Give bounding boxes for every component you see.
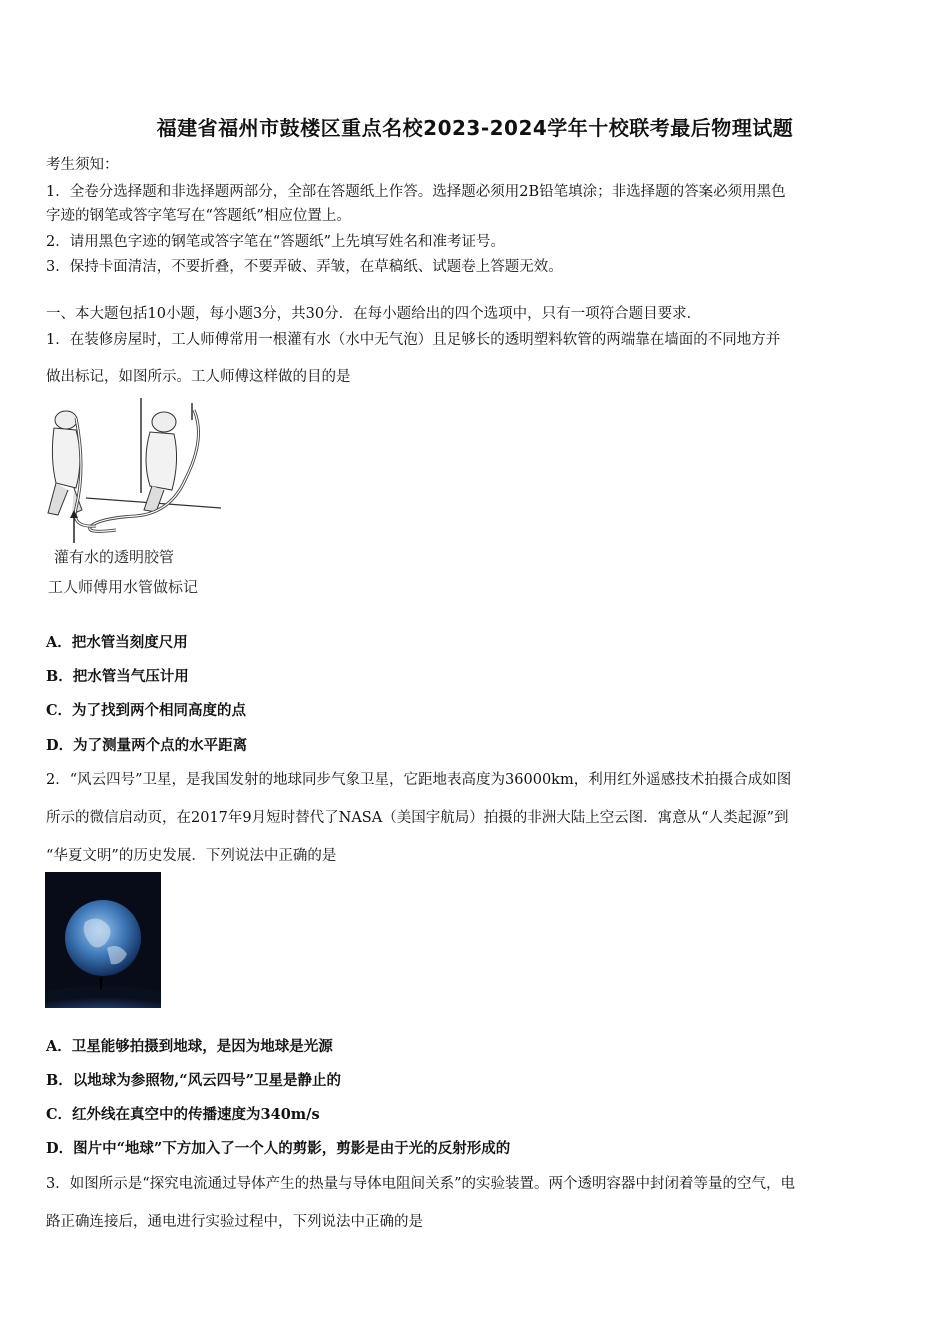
q1-option-a: A．把水管当刻度尺用	[46, 634, 188, 651]
q1-stem-line1: 1．在装修房屋时，工人师傅常用一根灌有水（水中无气泡）且足够长的透明塑料软管的两端靠在墙面的不同地方并	[46, 332, 781, 348]
q2-stem-line3: “华夏文明”的历史发展．下列说法中正确的是	[46, 848, 337, 864]
q1-option-d: D．为了测量两个点的水平距离	[46, 737, 248, 754]
q1-figure	[46, 398, 226, 598]
q1-figure-caption-tube: 灌有水的透明胶管	[54, 548, 175, 566]
q2-stem-line2: 所示的微信启动页，在2017年9月短时替代了NASA（美国宇航局）拍摄的非洲大陆上空云图．寓意从“人类起源”到	[46, 810, 789, 826]
notice-heading: 考生须知：	[46, 157, 119, 173]
q3-stem-line1: 3．如图所示是“探究电流通过导体产生的热量与导体电阻间关系”的实验装置。两个透明容器中封闭着等量的空气，电	[46, 1176, 796, 1192]
section-heading: 一、本大题包括10小题，每小题3分，共30分．在每小题给出的四个选项中，只有一项符合题目要求．	[46, 306, 702, 322]
q3-stem-line2: 路正确连接后，通电进行实验过程中，下列说法中正确的是	[46, 1214, 423, 1230]
q1-figure-caption-title: 工人师傅用水管做标记	[48, 578, 199, 596]
q2-earth-image	[45, 872, 161, 1008]
notice-item-3: 3．保持卡面清洁，不要折叠，不要弄破、弄皱，在草稿纸、试题卷上答题无效。	[46, 259, 563, 275]
q2-stem-line1: 2．“风云四号”卫星，是我国发射的地球同步气象卫星，它距地表高度为36000km，利用红外遥感技术拍摄合成如图	[46, 772, 792, 788]
q1-option-b: B．把水管当气压计用	[46, 668, 189, 685]
notice-item-1-line2: 字迹的钢笔或答字笔写在“答题纸”相应位置上。	[46, 208, 351, 224]
q1-option-c: C．为了找到两个相同高度的点	[46, 702, 247, 719]
q2-option-a: A．卫星能够拍摄到地球，是因为地球是光源	[46, 1038, 333, 1055]
workers-tube-illustration	[46, 398, 226, 548]
q2-option-c: C．红外线在真空中的传播速度为340m/s	[46, 1106, 320, 1123]
page-title: 福建省福州市鼓楼区重点名校2023-2024学年十校联考最后物理试题	[156, 116, 794, 140]
notice-item-2: 2．请用黑色字迹的钢笔或答字笔在“答题纸”上先填写姓名和准考证号。	[46, 234, 506, 250]
q1-stem-line2: 做出标记，如图所示。工人师傅这样做的目的是	[46, 369, 351, 385]
notice-item-1-line1: 1．全卷分选择题和非选择题两部分，全部在答题纸上作答。选择题必须用2B铅笔填涂；非选择题的答案必须用黑色	[46, 184, 786, 200]
q2-option-b: B．以地球为参照物,“风云四号”卫星是静止的	[46, 1072, 341, 1089]
earth-illustration	[45, 872, 161, 1008]
q2-option-d: D．图片中“地球”下方加入了一个人的剪影，剪影是由于光的反射形成的	[46, 1140, 511, 1157]
